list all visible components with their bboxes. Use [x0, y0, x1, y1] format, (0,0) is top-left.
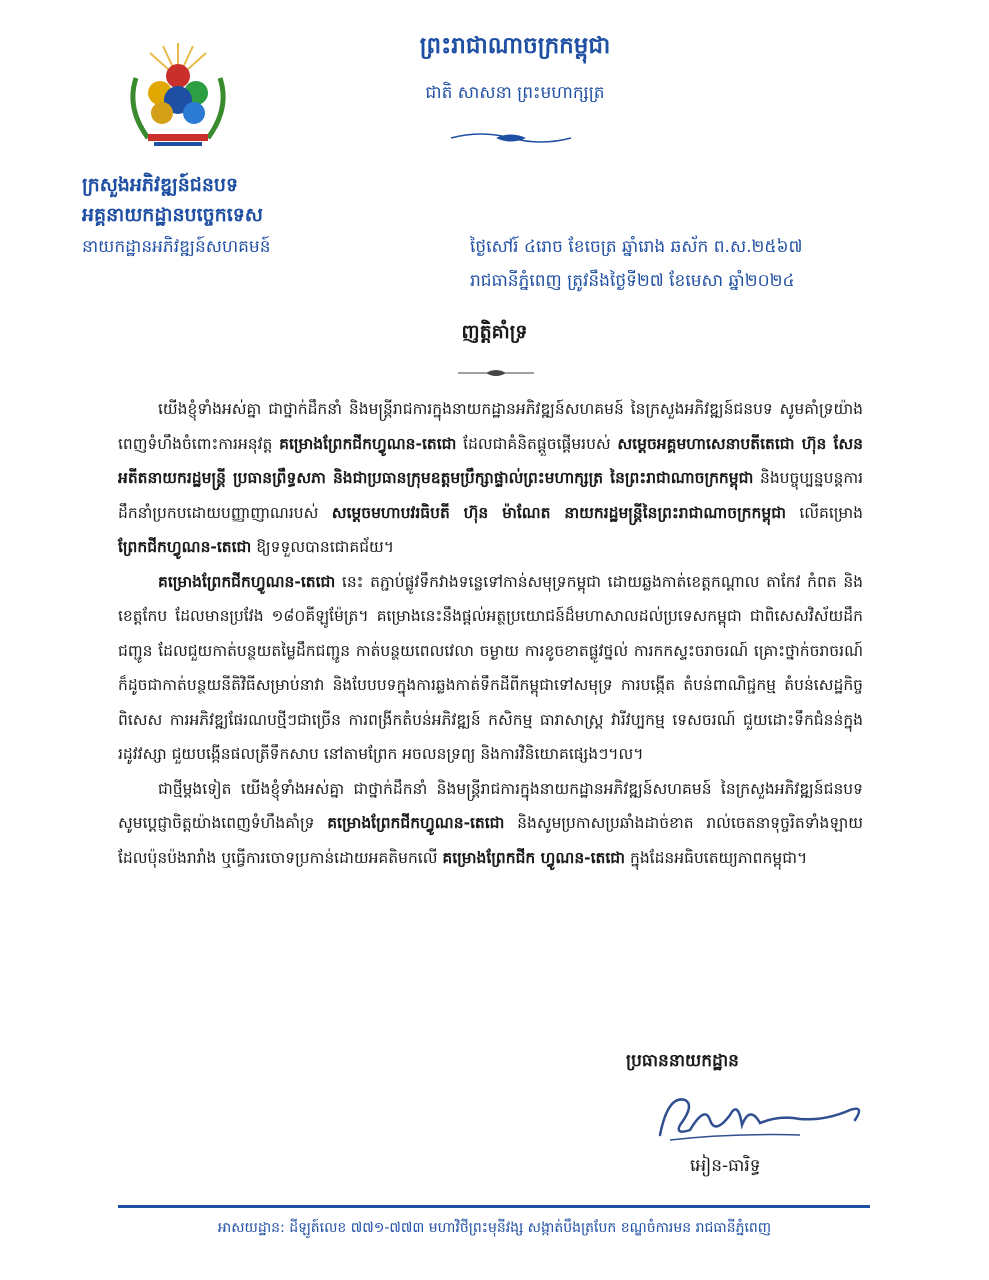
signer-name: អៀន-ធារិទ្ធ [690, 1156, 761, 1176]
solar-date: រាជធានីភ្នំពេញ ត្រូវនឹងថ្ងៃទី២៧ ខែមេសា ឆ្នាំ២០២៤ [470, 271, 795, 291]
department-name: នាយកដ្ឋានអភិវឌ្ឍន៍សហគមន៍ [82, 237, 271, 257]
general-department-name: អគ្គនាយកដ្ឋានបច្ចេកទេស [82, 204, 263, 226]
signer-title: ប្រធាននាយកដ្ឋាន [626, 1051, 739, 1071]
lunar-date: ថ្ងៃសៅរ៍ ៤រោច ខែចេត្រ ឆ្នាំរោង ឆស័ក ព.ស.២៥៦៧ [470, 237, 803, 257]
bold-text-segment: គម្រោងព្រែកជីកហ្វូណន-តេជោ [279, 434, 457, 453]
bold-text-segment: សម្តេចអគ្គមហាសេនាបតីតេជោ ហ៊ុន សែន អតីតនាយករដ្ឋមន្ត្រី ប្រធានព្រឹទ្ធសភា និងជាប្រធានក្រុមឧត្តមប្រឹក្សាផ្ទាល់ព្រះមហាក្សត្រ នៃព្រះរាជាណាចក្រកម្ពុជា [118, 434, 864, 487]
document-title: ញត្តិគាំទ្រ [461, 321, 528, 343]
text-segment: ឱ្យទទួលបានជោគជ័យ។ [251, 538, 395, 556]
bold-text-segment: គម្រោងព្រែកជីកហ្វូណន-តេជោ [327, 814, 505, 832]
bold-text-segment: គម្រោងព្រែកជីក ហ្វូណន-តេជោ [442, 848, 626, 867]
ministry-logo [118, 38, 238, 158]
kingdom-title: ព្រះរាជាណាចក្រកម្ពុជា [419, 33, 611, 59]
text-segment: ដែលជាគំនិតផ្តួចផ្តើមរបស់ [456, 434, 618, 453]
text-segment: ជាថ្មីម្តងទៀត យើងខ្ញុំទាំងអស់គ្នា ជាថ្នាក់ដឹកនាំ និងមន្ត្រីរាជការក្នុងនាយកដ្ឋានអភិវឌ្ឍន៍សហគមន៍ នៃក្រសួងអភិវឌ្ឍន៍ជនបទ សូមប្តេជ្ញាចិត្តយ៉ាងពេញទំហឹងគាំទ្រ [118, 779, 863, 832]
bold-text-segment: សម្តេចមហាបវរធិបតី ហ៊ុន ម៉ាណែត នាយករដ្ឋមន្ត្រីនៃព្រះរាជាណាចក្រកម្ពុជា [331, 503, 786, 522]
bold-text-segment: ព្រែកជីកហ្វូណន-តេជោ [118, 538, 252, 556]
ornament-divider [446, 128, 576, 152]
date-block [470, 230, 802, 298]
ministry-header [82, 170, 263, 230]
title-ornament [456, 364, 536, 383]
text-segment: និងបច្ចុប្បន្នបន្តការដឹកនាំប្រកបដោយបញ្ញាញាណរបស់ [118, 469, 863, 522]
paragraph-3 [118, 772, 863, 876]
letter-body [118, 392, 863, 875]
handwritten-signature [650, 1085, 870, 1159]
ministry-name: ក្រសួងអភិវឌ្ឍន៍ជនបទ [82, 174, 239, 196]
text-segment: ក្នុងដែនអធិបតេយ្យភាពកម្ពុជា។ [625, 848, 808, 867]
text-segment: និងសូមប្រកាសប្រឆាំងដាច់ខាត រាល់ចេតនាទុច្ចរិតទាំងឡាយដែលប៉ុនប៉ងរារាំង ឬធ្វើការចោទប្រកាន់ដោយអគតិមកលើ [118, 814, 864, 867]
footer-rule [118, 1205, 870, 1208]
footer-address: អាសយដ្ឋាន: ដីឡូត៍លេខ ៧៧១-៧៧៣ មហាវិថីព្រះមុនីវង្ស សង្កាត់បឹងត្របែក ខណ្ឌចំការមន រាជធានីភ្នំពេញ [217, 1220, 772, 1236]
national-motto: ជាតិ សាសនា ព្រះមហាក្សត្រ [425, 83, 605, 103]
bold-text-segment: គម្រោងព្រែកជីកហ្វូណន-តេជោ [158, 572, 336, 591]
paragraph-1 [118, 392, 863, 565]
text-segment: យើងខ្ញុំទាំងអស់គ្នា ជាថ្នាក់ដឹកនាំ និងមន្ត្រីរាជការក្នុងនាយកដ្ឋានអភិវឌ្ឍន៍សហគមន៍ នៃក្រសួងអភិវឌ្ឍន៍ជនបទ សូមគាំទ្រយ៉ាងពេញទំហឹងចំពោះការអនុវត្ត [118, 400, 863, 453]
paragraph-2 [118, 565, 863, 772]
text-segment: លើគម្រោង [785, 503, 863, 522]
text-segment: នេះ តភ្ជាប់ផ្លូវទឹកវាងទន្លេទៅកាន់សមុទ្រកម្ពុជា ដោយឆ្លងកាត់ខេត្តកណ្តាល តាកែវ កំពត និងខេត្តកែប ដែលមានប្រវែង ១៨០គីឡូម៉ែត្រ។ គម្រោងនេះនឹងផ្តល់អត្ថប្រយោជន៍ដ៏មហាសាលដល់ប្រទេសកម្ពុជា ជាពិសេសវិស័យដឹកជញ្ជូន ដែលជួយកាត់បន្ថយតម្លៃដឹកជញ្ជូន កាត់បន្ថយពេលវេលា ចម្ងាយ ការខូចខាតផ្លូវថ្នល់ ការកកស្ទះចរាចរណ៍ គ្រោះថ្នាក់ចរាចរណ៍ ក៏ដូចជាកាត់បន្ថយនីតិវិធីសម្រាប់នាវា និងបែបបទក្នុងការឆ្លងកាត់ទឹកដីពីកម្ពុជាទៅសមុទ្រ ការបង្កើត តំបន់ពាណិជ្ជកម្ម តំបន់សេដ្ឋកិច្ចពិសេស ការអភិវឌ្ឍផែរណបថ្មីៗជាច្រើន ការពង្រីកតំបន់អភិវឌ្ឍន៍ កសិកម្ម ធារាសាស្ត្រ វារីវប្បកម្ម ទេសចរណ៍ ជួយដោះទឹកជំនន់ក្នុងរដូវវស្សា ជួយបង្កើនផលត្រីទឹកសាប នៅតាមព្រែក អចលនទ្រព្យ និងការវិនិយោគផ្សេងៗ។ល។ [118, 572, 863, 763]
